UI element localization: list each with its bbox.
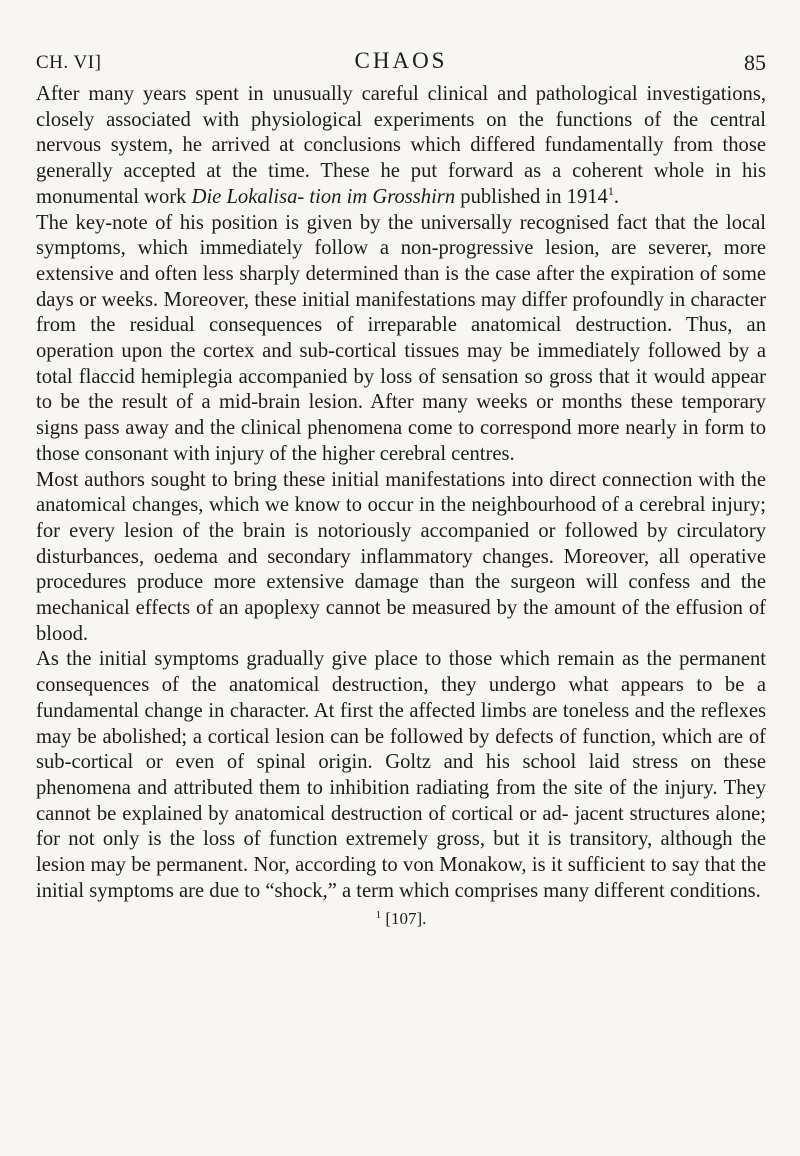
paragraph-1-text: After many years spent in unusually careful clinical and pathological investigations, closely associated with physiological experiments on the functions of the central nervous system, he arrived at conclusions which differed fundamentally from those generally accepted at the time. These he put forward as a coherent whole in his monumental work <box>36 83 766 208</box>
footnote-reference: 1 <box>607 183 614 198</box>
footnote-marker: 1 <box>375 908 382 921</box>
footnote-text: [107]. <box>385 908 427 928</box>
page-number: 85 <box>744 50 766 75</box>
running-head <box>36 48 766 80</box>
footnote <box>36 909 766 929</box>
page-title: CHAOS <box>354 48 448 73</box>
paragraph-1-end: . <box>613 185 620 208</box>
chapter-label: CH. VI] <box>36 52 102 73</box>
paragraph-3: Most authors sought to bring these initial manifestations into direct connection with the anatomical changes, which we know to occur in the neighbourhood of a cerebral injury; for every lesion of the brain is notoriously accompanied or followed by circulatory disturbances, oedema and secondary inflammatory changes. Moreover, all operative procedures produce more extensive damage than the surgeon will confess and the mechanical effects of an apoplexy cannot be measured by the amount of the effusion of blood. <box>36 468 766 645</box>
paragraph-2: The key-note of his position is given by the universally recognised fact that the local symptoms, which immediately follow a non-progressive lesion, are severer, more extensive and often less sharply determined than is the case after the expiration of some days or weeks. Moreover, these initial manifestations may differ profoundly in character from the residual consequences of irreparable anatomical destruction. Thus, an operation upon the cortex and sub-cortical tissues may be immediately followed by a total flaccid hemiplegia accompanied by loss of sensation so gross that it would appear to be the result of a mid-brain lesion. After many weeks or months these temporary signs pass away and the clinical phenomena come to correspond more nearly in form to those consonant with injury of the higher cerebral centres. <box>36 211 766 465</box>
book-title: Die Lokalisa- tion im Grosshirn <box>191 185 456 208</box>
paragraph-4: As the initial symptoms gradually give place to those which remain as the permanent consequences of the anatomical destruction, they undergo what appears to be a fundamental change in character. At first the affected limbs are toneless and the reflexes may be abolished; a cortical lesion can be followed by defects of function, which are of sub-cortical or even of spinal origin. Goltz and his school laid stress on these phenomena and attributed them to inhibition radiating from the site of the injury. They cannot be explained by anatomical destruction of cortical or ad- jacent structures alone; for not only is the loss of function extremely gross, but it is transitory, although the lesion may be permanent. Nor, according to von Monakow, is it sufficient to say that the initial symptoms are due to “shock,” a term which comprises many different conditions. <box>36 648 766 902</box>
body-text <box>36 82 766 905</box>
book-page <box>36 48 766 929</box>
paragraph-1 <box>36 82 766 211</box>
paragraph-1-tail: published in 1914 <box>455 185 608 208</box>
